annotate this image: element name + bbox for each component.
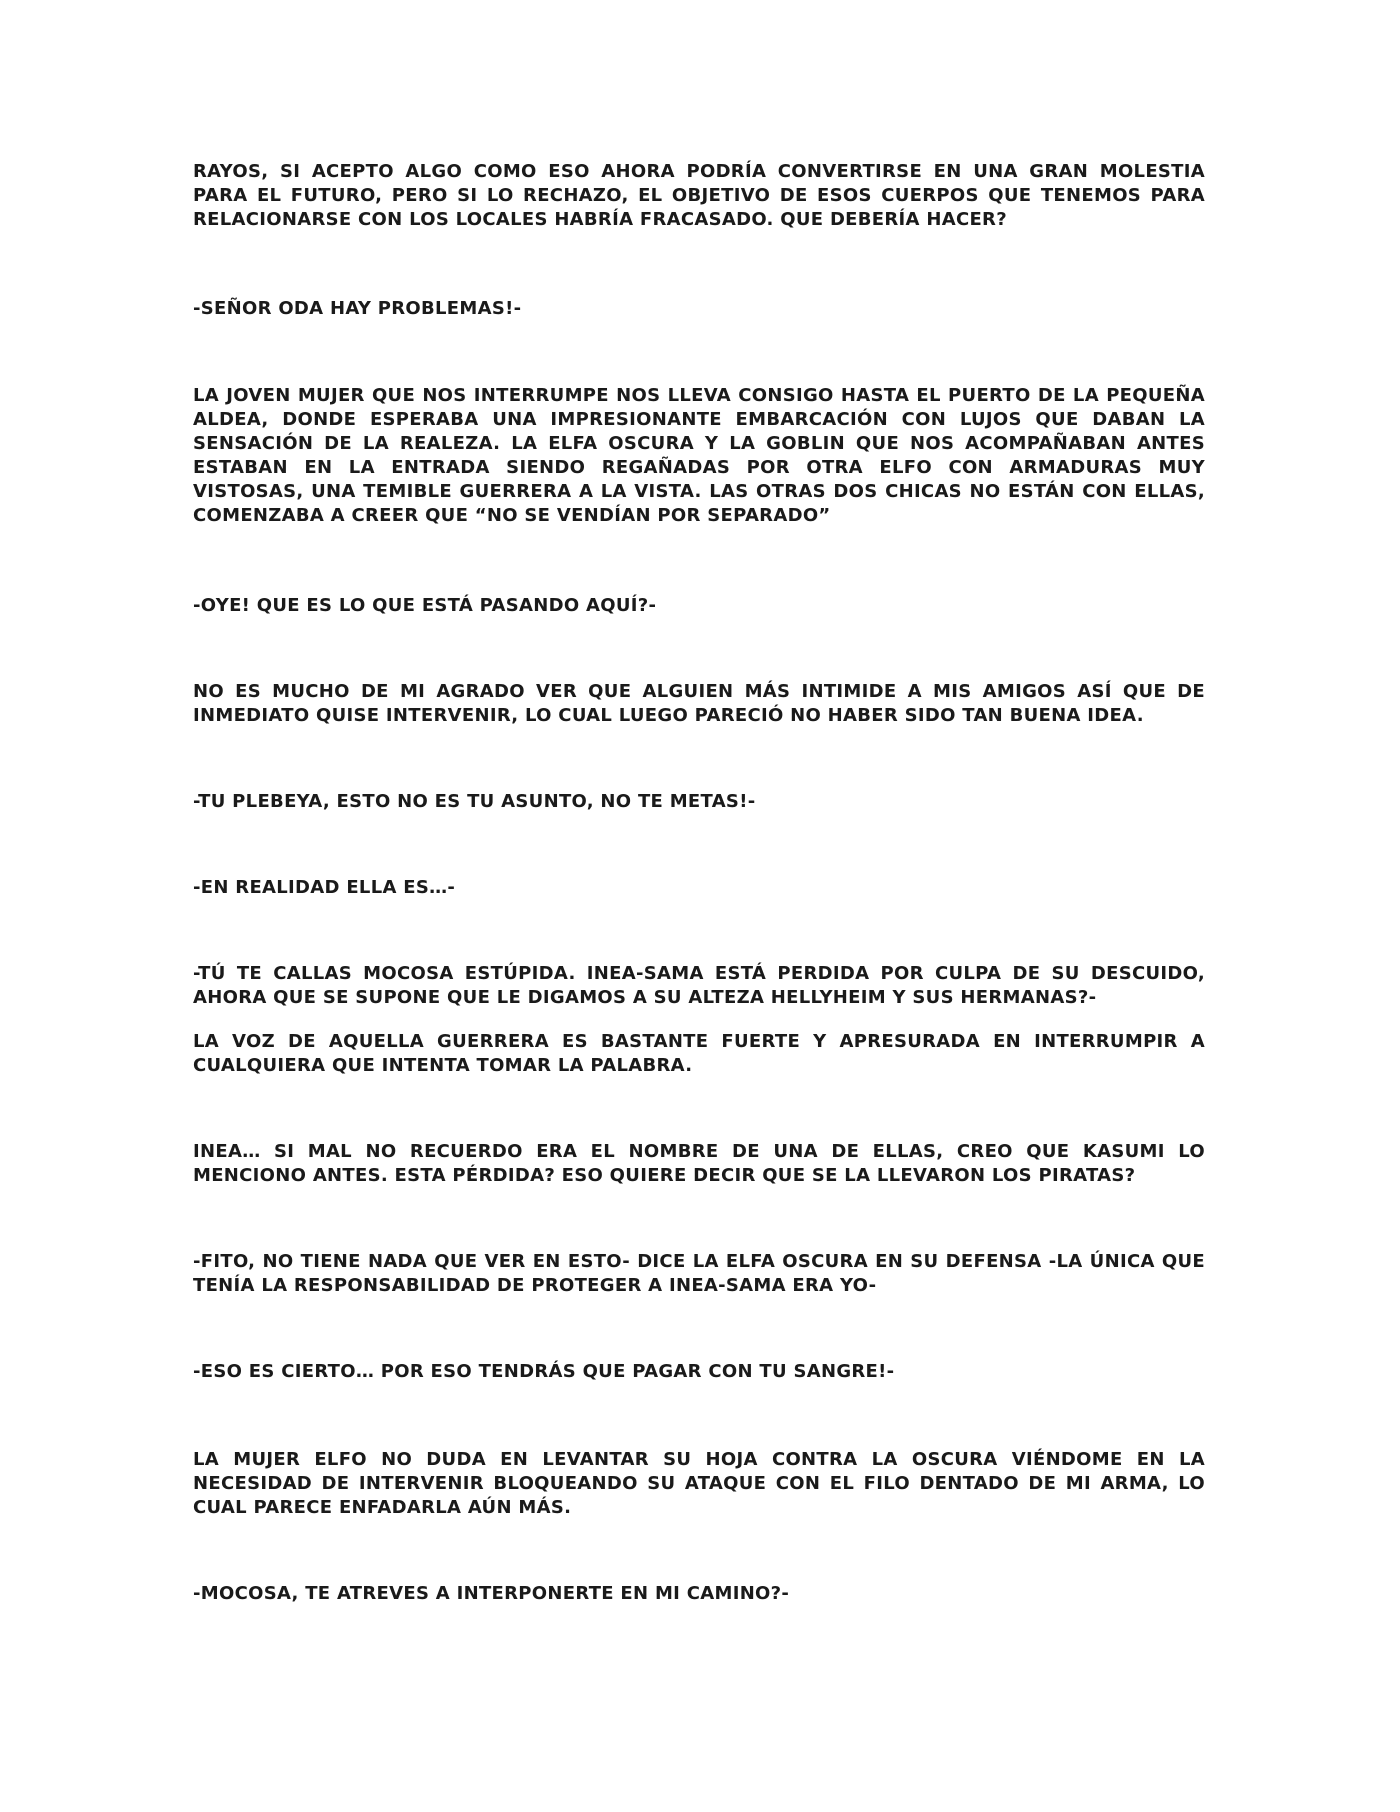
dialogue-line-2: -OYE! QUE ES LO QUE ESTÁ PASANDO AQUÍ?- (193, 595, 657, 616)
narration-paragraph-3: NO ES MUCHO DE MI AGRADO VER QUE ALGUIEN MÁS INTIMIDE A MIS AMIGOS ASÍ QUE DE INMEDIATO QUISE INTERVENIR, LO CUAL LUEGO PARECIÓ NO HABER SIDO TAN BUENA IDEA. (193, 681, 1205, 726)
dialogue-line-8: -MOCOSA, TE ATREVES A INTERPONERTE EN MI CAMINO?- (193, 1583, 790, 1604)
dialogue-line-4: -EN REALIDAD ELLA ES…- (193, 877, 456, 898)
dialogue-line-5: -TÚ TE CALLAS MOCOSA ESTÚPIDA. INEA-SAMA ESTÁ PERDIDA POR CULPA DE SU DESCUIDO, AHORA QUE SE SUPONE QUE LE DIGAMOS A SU ALTEZA HELLYHEIM Y SUS HERMANAS?- (193, 963, 1205, 1008)
dialogue-line-6: -FITO, NO TIENE NADA QUE VER EN ESTO- DICE LA ELFA OSCURA EN SU DEFENSA -LA ÚNICA QUE TENÍA LA RESPONSABILIDAD DE PROTEGER A INEA-SAMA ERA YO- (193, 1251, 1205, 1296)
narration-paragraph-6: LA MUJER ELFO NO DUDA EN LEVANTAR SU HOJA CONTRA LA OSCURA VIÉNDOME EN LA NECESIDAD DE INTERVENIR BLOQUEANDO SU ATAQUE CON EL FILO DENTADO DE MI ARMA, LO CUAL PARECE ENFADARLA AÚN MÁS. (193, 1449, 1205, 1518)
narration-paragraph-5: INEA… SI MAL NO RECUERDO ERA EL NOMBRE DE UNA DE ELLAS, CREO QUE KASUMI LO MENCIONO ANTES. ESTA PÉRDIDA? ESO QUIERE DECIR QUE SE LA LLEVARON LOS PIRATAS? (193, 1141, 1205, 1186)
narration-paragraph-1: RAYOS, SI ACEPTO ALGO COMO ESO AHORA PODRÍA CONVERTIRSE EN UNA GRAN MOLESTIA PARA EL FUTURO, PERO SI LO RECHAZO, EL OBJETIVO DE ESOS CUERPOS QUE TENEMOS PARA RELACIONARSE CON LOS LOCALES HABRÍA FRACASADO. QUE DEBERÍA HACER? (193, 161, 1205, 230)
dialogue-line-7: -ESO ES CIERTO… POR ESO TENDRÁS QUE PAGAR CON TU SANGRE!- (193, 1361, 895, 1382)
dialogue-line-1: -SEÑOR ODA HAY PROBLEMAS!- (193, 298, 522, 319)
narration-paragraph-2: LA JOVEN MUJER QUE NOS INTERRUMPE NOS LLEVA CONSIGO HASTA EL PUERTO DE LA PEQUEÑA ALDEA, DONDE ESPERABA UNA IMPRESIONANTE EMBARCACIÓN CON LUJOS QUE DABAN LA SENSACIÓN DE LA REALEZA. LA ELFA OSCURA Y LA GOBLIN QUE NOS ACOMPAÑABAN ANTES ESTABAN EN LA ENTRADA SIENDO REGAÑADAS POR OTRA ELFO CON ARMADURAS MUY VISTOSAS, UNA TEMIBLE GUERRERA A LA VISTA. LAS OTRAS DOS CHICAS NO ESTÁN CON ELLAS, COMENZABA A CREER QUE “NO SE VENDÍAN POR SEPARADO” (193, 385, 1205, 526)
narration-paragraph-4: LA VOZ DE AQUELLA GUERRERA ES BASTANTE FUERTE Y APRESURADA EN INTERRUMPIR A CUALQUIERA QUE INTENTA TOMAR LA PALABRA. (193, 1031, 1205, 1076)
dialogue-line-3: -TU PLEBEYA, ESTO NO ES TU ASUNTO, NO TE METAS!- (193, 791, 756, 812)
